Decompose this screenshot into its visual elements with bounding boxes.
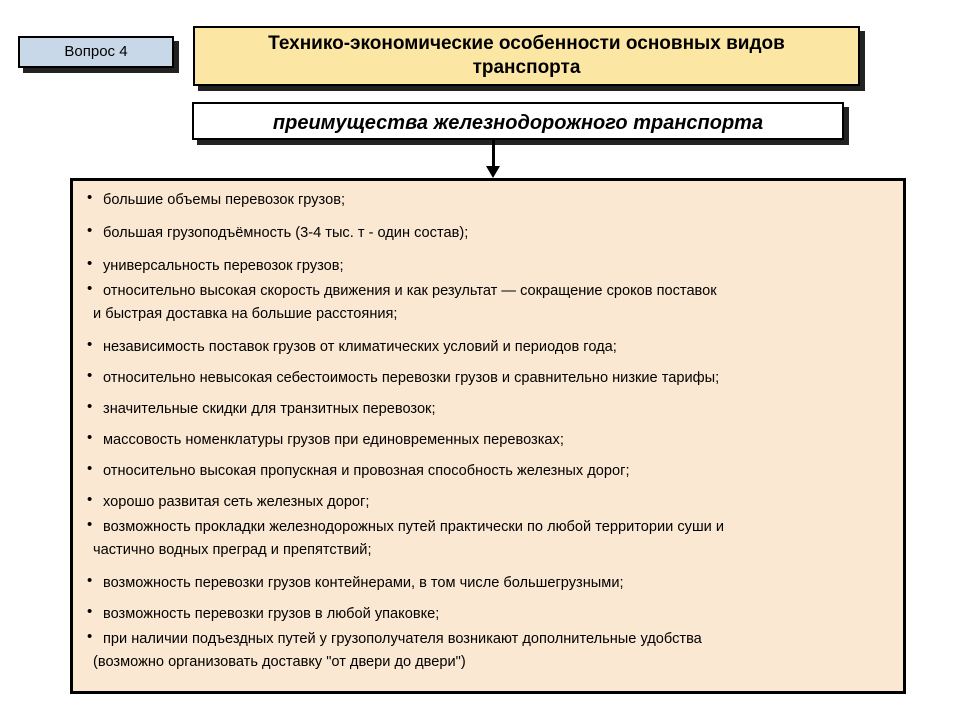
down-arrow-icon xyxy=(486,166,500,178)
list-item-text: возможность перевозки грузов контейнерами, в том числе большегрузными; xyxy=(103,575,624,591)
bullet-icon: • xyxy=(87,516,93,533)
bullet-icon: • xyxy=(87,603,93,620)
list-item xyxy=(85,429,893,452)
list-item xyxy=(85,460,893,483)
list-item xyxy=(85,603,893,626)
bullet-icon: • xyxy=(87,336,93,353)
bullet-icon: • xyxy=(87,280,93,297)
list-item-text: большие объемы перевозок грузов; xyxy=(103,192,346,208)
bullet-icon: • xyxy=(87,189,93,206)
list-item-text-cont: (возможно организовать доставку "от двери до двери") xyxy=(93,654,466,670)
list-item-text: относительно невысокая себестоимость перевозки грузов и сравнительно низкие тарифы; xyxy=(103,370,720,386)
question-tag: Вопрос 4 xyxy=(18,36,174,68)
list-item xyxy=(85,336,893,359)
bullet-icon: • xyxy=(87,398,93,415)
list-item-text: возможность прокладки железнодорожных путей практически по любой территории суши и xyxy=(103,519,725,535)
bullet-icon: • xyxy=(87,222,93,239)
list-item-text: хорошо развитая сеть железных дорог; xyxy=(103,494,370,510)
list-item xyxy=(85,255,893,278)
list-item-text: относительно высокая скорость движения и как результат — сокращение сроков поставок xyxy=(103,283,717,299)
bullet-icon: • xyxy=(87,460,93,477)
advantages-list xyxy=(70,178,906,694)
list-item-text-cont: и быстрая доставка на большие расстояния; xyxy=(93,306,398,322)
list-item xyxy=(85,367,893,390)
main-title xyxy=(193,26,860,86)
list-item-text: относительно высокая пропускная и провозная способность железных дорог; xyxy=(103,463,630,479)
bullet-icon: • xyxy=(87,255,93,272)
main-title-line2: транспорта xyxy=(472,57,581,78)
subtitle: преимущества железнодорожного транспорта xyxy=(192,102,844,140)
list-item xyxy=(85,189,893,212)
down-arrow-line xyxy=(492,140,495,168)
bullet-icon: • xyxy=(87,572,93,589)
list-item-text: при наличии подъездных путей у грузополучателя возникают дополнительные удобства xyxy=(103,631,702,647)
bullet-icon: • xyxy=(87,429,93,446)
list-item-text-cont: частично водных преград и препятствий; xyxy=(93,542,372,558)
list-item-text: массовость номенклатуры грузов при единовременных перевозках; xyxy=(103,432,564,448)
list-item-text: независимость поставок грузов от климатических условий и периодов года; xyxy=(103,339,617,355)
bullet-icon: • xyxy=(87,491,93,508)
bullet-icon: • xyxy=(87,628,93,645)
list-item-text: значительные скидки для транзитных перевозок; xyxy=(103,401,436,417)
list-item xyxy=(85,398,893,421)
list-item-text: большая грузоподъёмность (3-4 тыс. т - один состав); xyxy=(103,225,469,241)
list-item xyxy=(85,222,893,245)
list-item-text: возможность перевозки грузов в любой упаковке; xyxy=(103,606,440,622)
list-item xyxy=(85,628,893,674)
main-title-line1: Технико-экономические особенности основных видов xyxy=(268,33,785,54)
list-item xyxy=(85,280,893,326)
list-item xyxy=(85,572,893,595)
list-item-text: универсальность перевозок грузов; xyxy=(103,258,344,274)
list-item xyxy=(85,516,893,562)
bullet-icon: • xyxy=(87,367,93,384)
list-item xyxy=(85,491,893,514)
